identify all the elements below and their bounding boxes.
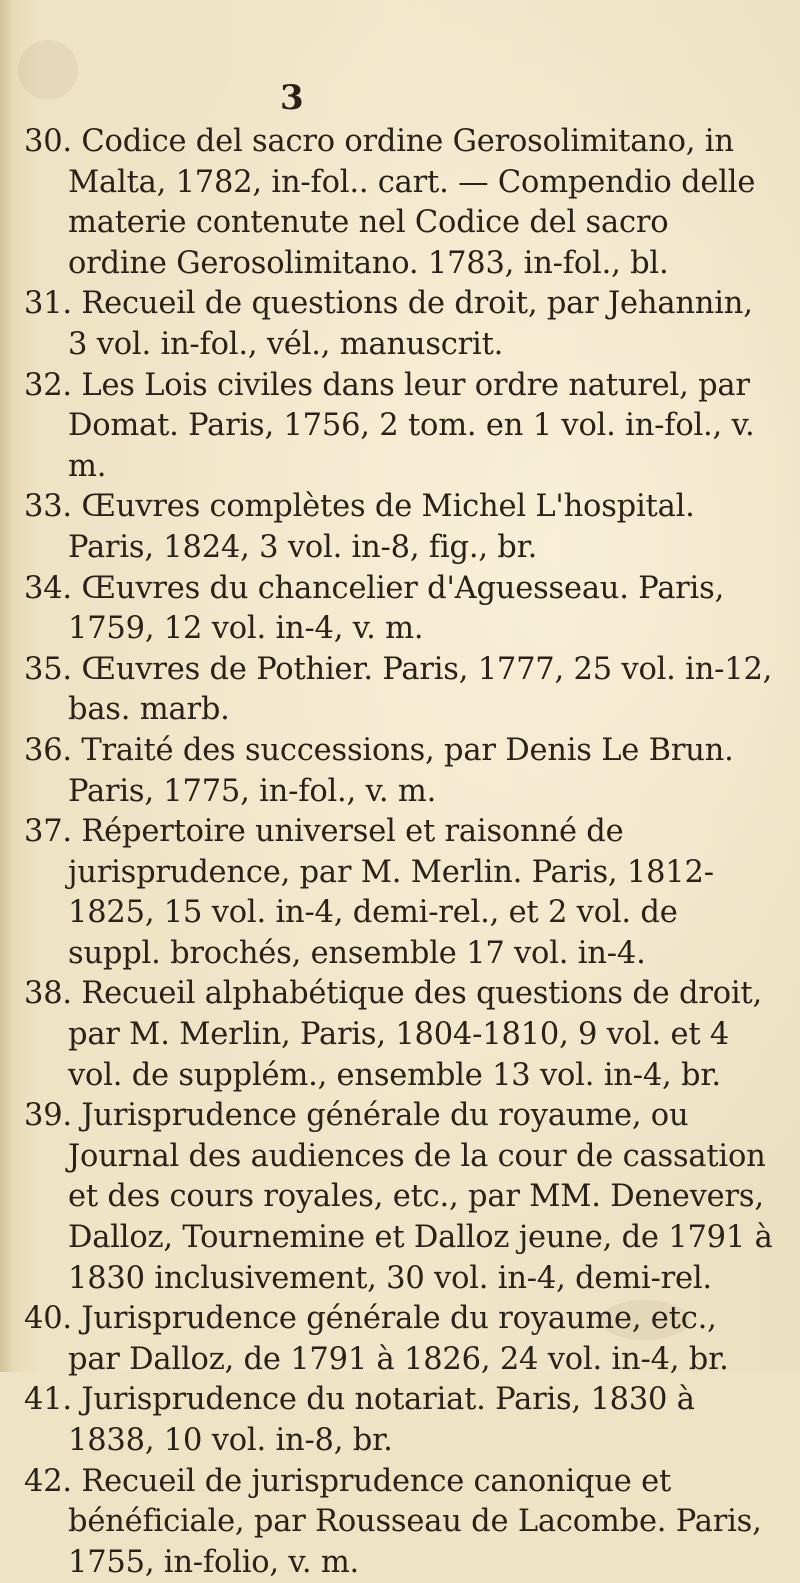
entry-text: Traité des successions, par Denis Le Brun. Paris, 1775, in-fol., v. m.: [68, 732, 734, 809]
entry-number: 37.: [24, 814, 72, 850]
entry-text: Codice del sacro ordine Gerosolimitano, in Malta, 1782, in-fol.. cart. — Compendio delle materie contenute nel Codice del sacro ordine Gerosolimitano. 1783, in-fol., bl.: [68, 124, 756, 281]
catalogue-entry-30: [24, 122, 774, 284]
entry-number: 30.: [24, 124, 72, 159]
entry-text: Recueil de questions de droit, par Jehannin, 3 vol. in-fol., vél., manuscrit.: [68, 286, 753, 362]
catalogue-entry-40: [24, 1299, 774, 1380]
catalogue-entry-39: [24, 1096, 774, 1299]
entry-text: Œuvres de Pothier. Paris, 1777, 25 vol. in-12, bas. marb.: [68, 651, 773, 728]
entry-number: 36.: [24, 732, 72, 768]
entry-number: 34.: [24, 570, 72, 606]
entry-text: Les Lois civiles dans leur ordre naturel, par Domat. Paris, 1756, 2 tom. en 1 vol. in-fol., v. m.: [68, 367, 755, 484]
paper-stain: [18, 40, 78, 100]
entry-text: Œuvres du chancelier d'Aguesseau. Paris, 1759, 12 vol. in-4, v. m.: [68, 570, 725, 647]
entry-number: 32.: [24, 367, 72, 403]
catalogue-entry-37: [24, 812, 774, 974]
catalogue-entry-36: [24, 731, 774, 812]
entry-text: Jurisprudence générale du royaume, etc., par Dalloz, de 1791 à 1826, 24 vol. in-4, br.: [68, 1301, 729, 1377]
catalogue-entry-32: [24, 366, 774, 488]
catalogue-entry-35: [24, 650, 774, 731]
entry-number: 31.: [24, 286, 72, 322]
entry-text: Œuvres complètes de Michel L'hospital. Paris, 1824, 3 vol. in-8, fig., br.: [68, 489, 695, 565]
entry-number: 41.: [24, 1382, 72, 1418]
catalogue-entries: [24, 122, 774, 1583]
catalogue-entry-38: [24, 974, 774, 1096]
catalogue-entry-42: [24, 1462, 774, 1583]
catalogue-entry-41: [24, 1380, 774, 1461]
entry-text: Recueil de jurisprudence canonique et bénéficiale, par Rousseau de Lacombe. Paris, 1755, in-folio, v. m.: [68, 1463, 762, 1580]
entry-number: 35.: [24, 651, 72, 687]
entry-text: Jurisprudence du notariat. Paris, 1830 à 1838, 10 vol. in-8, br.: [68, 1382, 695, 1458]
catalogue-entry-33: [24, 487, 774, 568]
catalogue-entry-34: [24, 569, 774, 650]
entry-text: Répertoire universel et raisonné de jurisprudence, par M. Merlin. Paris, 1812-1825, 15 vol. in-4, demi-rel., et 2 vol. de suppl. brochés, ensemble 17 vol. in-4.: [68, 814, 714, 971]
entry-text: Recueil alphabétique des questions de droit, par M. Merlin, Paris, 1804-1810, 9 vol. et 4 vol. de supplém., ensemble 13 vol. in-4, br.: [68, 976, 762, 1093]
page-gutter-shadow: [0, 0, 14, 1372]
entry-number: 33.: [24, 489, 72, 525]
entry-number: 39.: [24, 1098, 72, 1134]
entry-number: 42.: [24, 1463, 72, 1499]
entry-number: 38.: [24, 976, 72, 1012]
entry-text: Jurisprudence générale du royaume, ou Journal des audiences de la cour de cassation et des cours royales, etc., par MM. Denevers, Dalloz, Tournemine et Dalloz jeune, de 1791 à 1830 inclusivement, 30 vol. in-4, demi-rel.: [68, 1098, 773, 1296]
page-number: 3: [280, 78, 304, 118]
catalogue-entry-31: [24, 284, 774, 365]
entry-number: 40.: [24, 1301, 72, 1337]
